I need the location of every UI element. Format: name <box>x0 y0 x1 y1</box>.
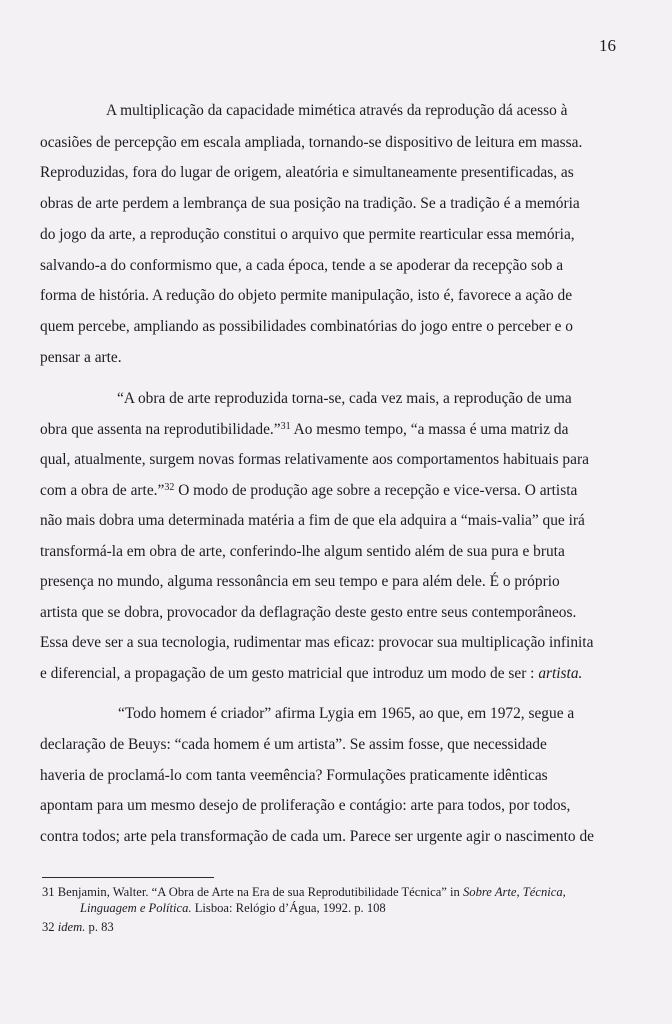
text-line: quem percebe, ampliando as possibilidades combinatórias do jogo entre o perceber e o <box>40 318 573 335</box>
footnote-ref-31[interactable]: 31 <box>280 421 291 432</box>
text-line: “A obra de arte reproduzida torna-se, cada vez mais, a reprodução de uma <box>117 390 572 407</box>
text-segment: obra que assenta na reprodutibilidade.” <box>40 421 281 438</box>
footnote-text: Lisboa: Relógio d’Água, 1992. p. 108 <box>191 901 386 915</box>
text-line <box>40 481 577 501</box>
emphasis-artista: artista. <box>538 665 583 682</box>
text-line: A multiplicação da capacidade mimética através da reprodução dá acesso à <box>106 102 568 119</box>
footnote-number: 31 <box>42 885 55 899</box>
footnote-31 <box>42 884 566 900</box>
text-line <box>40 420 568 440</box>
text-line: obras de arte perdem a lembrança de sua posição na tradição. Se a tradição é a memória <box>40 195 580 212</box>
text-line: apontam para um mesmo desejo de proliferação e contágio: arte para todos, por todos, <box>40 797 571 814</box>
text-line: presença no mundo, alguma ressonância em seu tempo e para além dele. É o próprio <box>40 573 560 590</box>
text-segment: e diferencial, a propagação de um gesto matricial que introduz um modo de ser : <box>40 665 539 682</box>
text-line <box>40 664 582 684</box>
page-number: 16 <box>599 36 616 55</box>
footnote-32 <box>42 919 114 935</box>
footnote-31-continued <box>80 900 386 916</box>
text-line: haveria de proclamá-lo com tanta veemência? Formulações praticamente idênticas <box>40 767 548 784</box>
footnote-divider <box>42 877 214 878</box>
text-line: declaração de Beuys: “cada homem é um artista”. Se assim fosse, que necessidade <box>40 736 547 753</box>
text-line: “Todo homem é criador” afirma Lygia em 1965, ao que, em 1972, segue a <box>118 705 575 722</box>
text-segment: Ao mesmo tempo, “a massa é uma matriz da <box>290 421 569 438</box>
footnote-ref: idem. <box>57 920 86 934</box>
footnote-title: Sobre Arte, Técnica, <box>462 885 566 899</box>
text-line: salvando-a do conformismo que, a cada época, tende a se apoderar da recepção sob a <box>40 257 564 274</box>
text-line: transformá-la em obra de arte, conferindo-lhe algum sentido além de sua pura e bruta <box>40 543 565 560</box>
text-line: pensar a arte. <box>40 349 122 366</box>
footnote-title: Linguagem e Política. <box>80 901 192 915</box>
text-line: qual, atualmente, surgem novas formas relativamente aos comportamentos habituais para <box>40 451 589 468</box>
text-line: ocasiões de percepção em escala ampliada, tornando-se dispositivo de leitura em massa. <box>40 134 583 151</box>
text-line: Essa deve ser a sua tecnologia, rudimentar mas eficaz: provocar sua multiplicação infinita <box>40 634 594 651</box>
text-line: do jogo da arte, a reprodução constitui o arquivo que permite rearticular essa memória, <box>40 226 575 243</box>
text-line: não mais dobra uma determinada matéria a fim de que ela adquira a “mais-valia” que irá <box>40 512 585 529</box>
text-segment: O modo de produção age sobre a recepção e vice-versa. O artista <box>174 482 578 499</box>
text-segment: com a obra de arte.” <box>40 482 165 499</box>
footnote-number: 32 <box>42 920 55 934</box>
text-line: artista que se dobra, provocador da deflagração deste gesto entre seus contemporâneos. <box>40 604 577 621</box>
text-line: Reproduzidas, fora do lugar de origem, aleatória e simultaneamente presentificadas, as <box>40 164 574 181</box>
text-line: forma de história. A redução do objeto permite manipulação, isto é, favorece a ação de <box>40 287 573 304</box>
text-line: contra todos; arte pela transformação de cada um. Parece ser urgente agir o nascimento de <box>40 828 594 845</box>
footnote-ref-32[interactable]: 32 <box>164 482 175 493</box>
footnote-text: p. 83 <box>85 920 114 934</box>
footnote-text: Benjamin, Walter. “A Obra de Arte na Era de sua Reprodutibilidade Técnica” in <box>57 885 463 899</box>
